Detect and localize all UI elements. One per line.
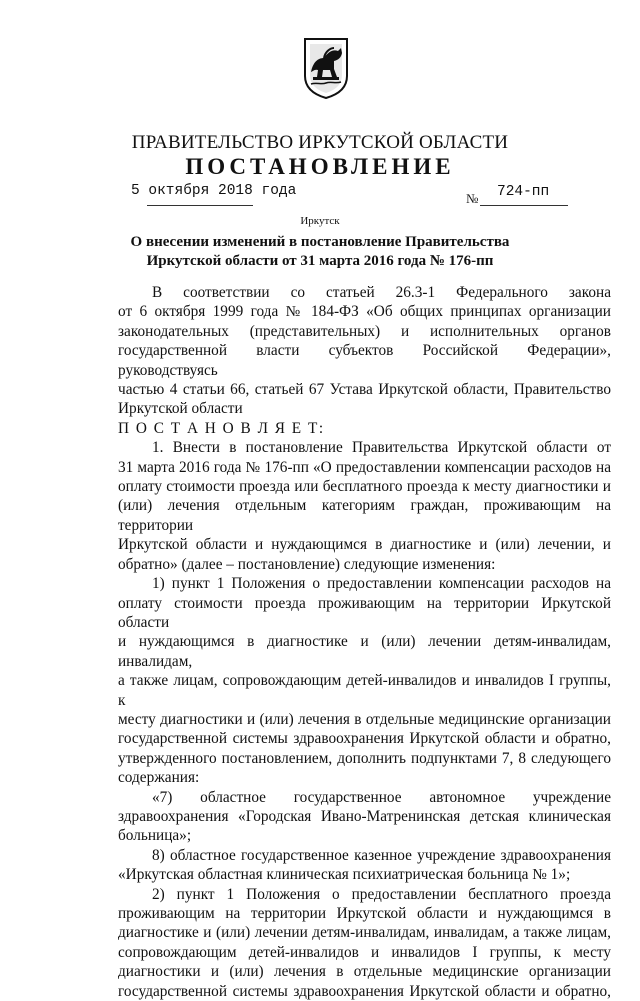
document-title: [0, 233, 640, 271]
text-line: Иркутской области и нуждающимся в диагностике и (или) лечении, и: [118, 536, 611, 554]
text-line: 2) пункт 1 Положения о предоставлении бесплатного проезда: [152, 885, 611, 903]
city: Иркутск: [300, 215, 340, 227]
text-line: а также лицам, сопровождающим детей-инвалидов и инвалидов I группы, к: [118, 672, 611, 709]
number-sign: №: [466, 191, 479, 206]
text-line: оплату стоимости проезда или бесплатного проезда к месту диагностики и: [118, 478, 611, 496]
text-line: законодательных (представительных) и исполнительных органов: [118, 322, 611, 340]
date-underline: [147, 205, 253, 206]
text-line: 1. Внести в постановление Правительства Иркутской области от: [152, 439, 611, 457]
text-line: содержания:: [118, 769, 200, 787]
text-line: государственной системы здравоохранения Иркутской области и обратно,: [118, 982, 611, 1000]
text-line: проживающим на территории Иркутской области и нуждающимся в: [118, 905, 611, 922]
text-line: В соответствии со статьей 26.3-1 Федерального закона: [152, 284, 611, 301]
text-line: Иркутской области: [118, 400, 243, 418]
text-line: (или) лечения отдельным категориям граждан, проживающим на территории: [118, 497, 611, 534]
document-body: [118, 283, 611, 1001]
text-line: и нуждающимся в диагностике и (или) лечении детям-инвалидам, инвалидам,: [118, 633, 611, 670]
document-number: 724-пп: [497, 184, 550, 200]
text-line: государственной системы здравоохранения Иркутской области и обратно,: [118, 730, 611, 748]
text-line: частью 4 статьи 66, статьей 67 Устава Иркутской области, Правительство: [118, 381, 611, 399]
document-type: ПОСТАНОВЛЕНИЕ: [185, 154, 455, 179]
title-line: Иркутской области от 31 марта 2016 года № 176-пп: [146, 253, 494, 269]
issuing-authority: ПРАВИТЕЛЬСТВО ИРКУТСКОЙ ОБЛАСТИ: [131, 132, 509, 153]
text-line: месту диагностики и (или) лечения в отдельные медицинские организации: [118, 710, 611, 728]
decree-word: П О С Т А Н О В Л Я Е Т:: [118, 419, 325, 437]
text-line: больница»;: [118, 827, 192, 845]
text-line: «Иркутская областная клиническая психиатрическая больница № 1»;: [118, 866, 571, 884]
text-line: обратно» (далее – постановление) следующие изменения:: [118, 555, 496, 573]
text-line: диагностики и (или) лечения в отдельные медицинские организации: [118, 963, 611, 981]
text-line: 1) пункт 1 Положения о предоставлении компенсации расходов на: [152, 575, 611, 593]
text-line: от 6 октября 1999 года № 184-ФЗ «Об общих принципах организации: [118, 303, 611, 321]
title-line: О внесении изменений в постановление Правительства: [130, 234, 510, 250]
text-line: сопровождающим детей-инвалидов и инвалидов I группы, к месту: [118, 943, 611, 961]
text-line: здравоохранения «Городская Ивано-Матренинская детская клиническая: [118, 807, 611, 825]
number-underline: [480, 205, 568, 206]
text-line: «7) областное государственное автономное учреждение: [152, 788, 611, 806]
text-line: оплату стоимости проезда проживающим на территории Иркутской области: [118, 594, 611, 631]
text-line: 8) областное государственное казенное учреждение здравоохранения: [152, 846, 611, 864]
text-line: утвержденного постановлением, дополнить подпунктами 7, 8 следующего: [118, 749, 611, 767]
document-date: 5 октября 2018 года: [131, 183, 297, 199]
text-line: диагностике и (или) лечении детям-инвалидам, инвалидам, а также лицам,: [118, 924, 611, 942]
text-line: 31 марта 2016 года № 176-пп «О предоставлении компенсации расходов на: [118, 458, 611, 476]
text-line: государственной власти субъектов Российской Федерации», руководствуясь: [118, 342, 611, 379]
irkutsk-coat-of-arms-icon: [301, 36, 351, 100]
